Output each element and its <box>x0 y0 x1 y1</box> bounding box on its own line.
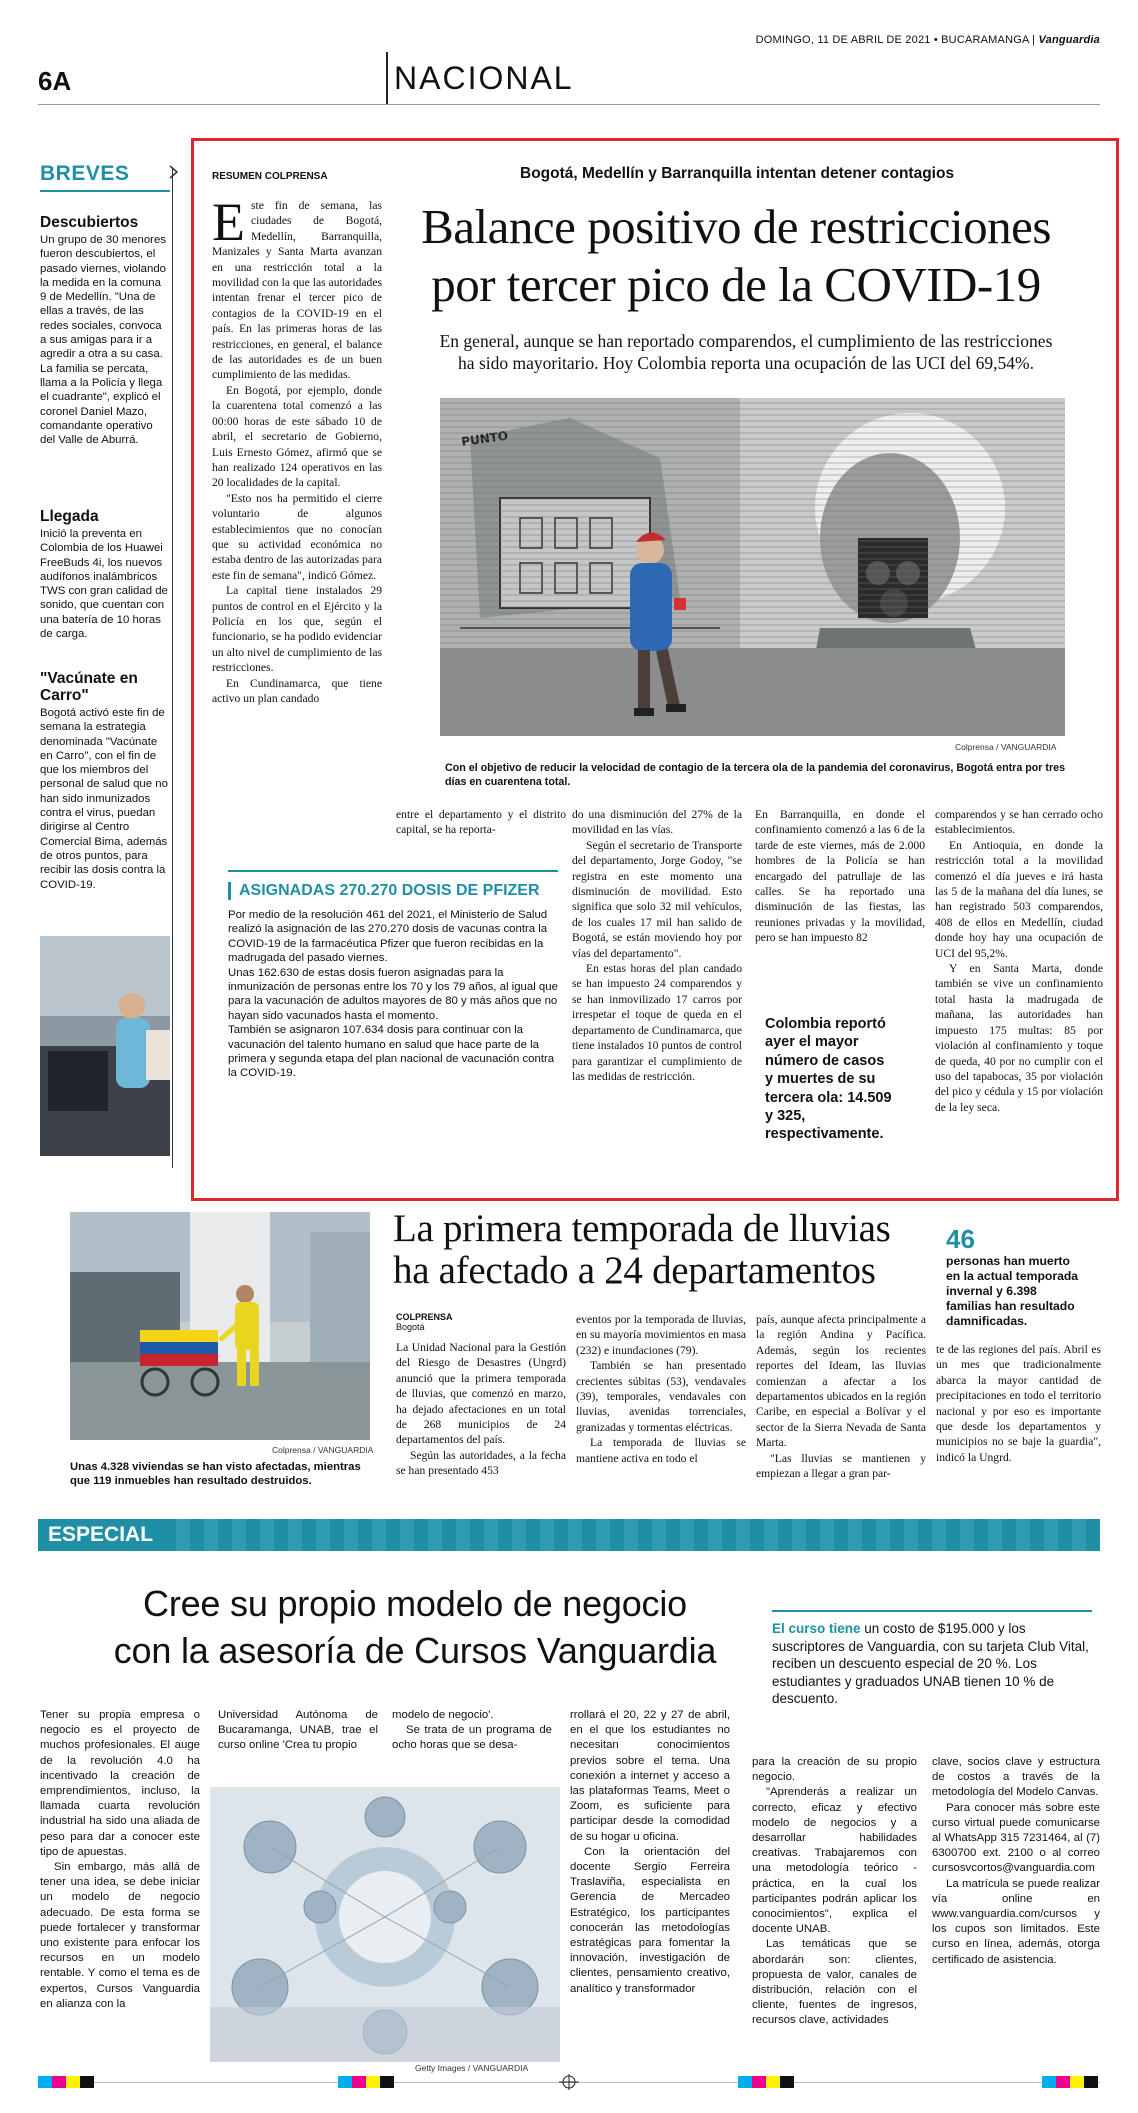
story-column-3: do una disminución del 27% de la movilidad en las vías. Según el secretario de Transporte del departamento, Jorge Godoy, "se registra en este momento una disminución de movilidad. Esto significa que solo 32 mil vehículos, de los cuales 17 mil han salido de Bogotá, se están moviendo hoy por vías del departamento". En estas horas del plan candado se han impuesto 24 comparendos y se han inmovilizado 17 carros por irrespetar el toque de queda en el departamento de Cundinamarca, que tiene instalados 10 puntos de control para garantizar el cumplimiento de las medidas de restricción. <box>572 808 742 1083</box>
brand-logo: Vanguardia <box>1038 34 1100 46</box>
brief-heading: Llegada <box>40 508 99 525</box>
promo-lead: El curso tiene <box>772 1621 861 1636</box>
business-photo <box>210 1787 560 2062</box>
drop-cap: E <box>212 192 245 252</box>
story-column-4: te de las regiones del país. Abril es un mes que tradicionalmente abarca la mayor cantidad de precipitaciones en todo el territorio nacional y por eso es importante que desde los departamentos y municipios no se baje la guardia", indicó la Ungrd. <box>936 1343 1101 1464</box>
story-column-2: eventos por la temporada de lluvias, en su mayoría movimientos en masa (232) e inundaciones (79). También se han presentado crecientes súbitas (53), vendavales (39), temporales, vendavales con lluvias, avenidas torrenciales, granizadas y tormentas eléctricas. La temporada de lluvias se mantiene activa en todo el <box>576 1313 746 1465</box>
header-rule <box>38 104 1100 105</box>
story-source: RESUMEN COLPRENSA <box>212 171 328 182</box>
stat-text: personas han muerto en la actual temporada invernal y 6.398 familias han resultado damnificadas. <box>946 1254 1079 1328</box>
brief-item <box>40 508 168 641</box>
flood-photo-illustration <box>70 1212 370 1440</box>
deck-line: En general, aunque se han reportado comparendos, el cumplimiento de las restricciones <box>439 331 1053 351</box>
photo-credit: Getty Images / VANGUARDIA <box>415 2063 529 2073</box>
deck-line: ha sido mayoritario. Hoy Colombia reporta una ocupación de las UCI del 69,54%. <box>458 353 1034 373</box>
pfizer-rule <box>228 870 558 872</box>
photo-caption: Con el objetivo de reducir la velocidad de contagio de la tercera ola de la pandemia del coronavirus, Bogotá entra por tres días en cuarentena total. <box>445 762 1066 788</box>
especial-label: ESPECIAL <box>42 1523 159 1547</box>
brief-heading: Descubiertos <box>40 214 139 231</box>
headline-line: Cree su propio modelo de negocio <box>143 1583 687 1624</box>
brief-item <box>40 670 168 892</box>
story-callout: Colombia reportó ayer el mayor número de casos y muertes de su tercera ola: 14.509 y 325, respectivamente. <box>765 1016 892 1143</box>
promo-text: un costo de $195.000 y los suscriptores de Vanguardia, con su tarjeta Club Vital, reciben un descuento especial de 20 %. Los estudiantes y graduados UNAB tienen 10 % de descuento. <box>772 1621 1089 1707</box>
byline-city: Bogotá <box>396 1322 425 1332</box>
especial-pattern <box>176 1519 1100 1551</box>
story-column-5: comparendos y se han cerrado ocho establecimientos. En Antioquia, en donde la restricción total a la movilidad comenzó el día jueves e irá hasta las 5 de la mañana del día lunes, se han registrado 503 comparendos, 408 de ellos en Medellín, ciudad donde hoy hay una ocupación de UCI del 95,2%. Y en Santa Marta, donde también se vive un confinamiento total hasta la madrugada de mañana, las autoridades han impuesto 175 multas: 85 por violación al confinamiento y toque de queda, 40 por no cumplir con el uso del tapabocas, 35 por violación del pico y cédula y 15 por violación de la ley seca. <box>935 808 1103 1114</box>
print-color-bars <box>38 2074 1100 2092</box>
registration-mark-icon <box>559 2074 579 2090</box>
mural-photo-illustration <box>440 398 1065 736</box>
especial-column-6: clave, socios clave y estructura de costos a través de la metodología del Modelo Canvas. Para conocer más sobre este curso virtual puede comunicarse al WhatsApp 315 7231464, al (7) 6300700 ext. 2100 o al correo cursosvcortos@vanguardia.com La matrícula se puede realizar vía online en www.vanguardia.com/cursos y los cupos son limitados. Este curso en línea, además, otorga certificado de asistencia. <box>932 1756 1100 1966</box>
especial-column-3: modelo de negocio'. Se trata de un programa de ocho horas que se desa- <box>392 1709 552 1752</box>
brief-body: Inició la preventa en Colombia de los Huawei FreeBuds 4i, los nuevos audífonos inalámbricos TWS con gran calidad de sonido, que cuentan con una batería de 10 horas de carga. <box>40 528 168 641</box>
headline-line: por tercer pico de la COVID-19 <box>431 257 1041 312</box>
especial-column-2: Universidad Autónoma de Bucaramanga, UNAB, trae el curso online 'Crea tu propio <box>218 1709 378 1752</box>
especial-column-4: rrollará el 20, 22 y 27 de abril, en el que los estudiantes no necesitan conocimientos previos sobre el tema. Una conexión a internet y acceso a las plataformas Teams, Meet o Zoom, es suficiente para participar desde la comodidad de su hogar u oficina. Con la orientación del docente Sergio Ferreira Traslaviña, especialista en Gerencia de Mercadeo Estratégico, los participantes conocerán las metodologías estratégicas para fomentar la innovación, investigación de clientes, pensamiento creativo, analítico y transformador <box>570 1709 730 1995</box>
breves-photo <box>40 936 170 1156</box>
breves-title: BREVES <box>40 162 130 185</box>
breves-bracket <box>172 168 186 1168</box>
story-kicker: Bogotá, Medellín y Barranquilla intentan detener contagios <box>520 165 955 182</box>
headline-line: Balance positivo de restricciones <box>421 199 1051 254</box>
flood-photo <box>70 1212 370 1440</box>
especial-column-5: para la creación de su propio negocio. "Aprenderás a realizar un correcto, eficaz y efectivo modelo de negocios y a desarrollar habilidades creativas. Trabajaremos con una metodología teórico - práctica, en la cual los participantes podrán aplicar los conocimientos", explica el docente UNAB. Las temáticas que se abordarán son: clientes, propuesta de valor, canales de distribución, relación con el cliente, fuentes de ingresos, recursos clave, actividades <box>752 1756 917 2027</box>
headline-line: La primera temporada de lluvias <box>393 1207 891 1250</box>
breves-rule <box>40 190 170 192</box>
date-line: DOMINGO, 11 DE ABRIL DE 2021 • BUCARAMANGA | Vanguardia <box>755 34 1100 46</box>
vaccination-photo-illustration <box>40 936 170 1156</box>
byline <box>396 1312 566 1332</box>
photo-credit: Colprensa / VANGUARDIA <box>955 742 1057 752</box>
story-column-3: país, aunque afecta principalmente a la región Andina y Pacífica. Además, según los recientes reportes del Ideam, las lluvias comienzan a afectar a los departamentos ubicados en la región Caribe, en especial a Bolívar y el sector de la Sierra Nevada de Santa Marta. "Las lluvias se mantienen y empiezan a llegar a gran par- <box>756 1313 926 1481</box>
pfizer-box <box>228 870 558 1081</box>
pfizer-title: ASIGNADAS 270.270 DOSIS DE PFIZER <box>228 882 558 900</box>
story-headline <box>386 198 1086 314</box>
especial-headline <box>70 1580 760 1674</box>
headline-line: ha afectado a 24 departamentos <box>393 1249 876 1292</box>
story-column-1: Este fin de semana, las ciudades de Bogotá, Medellín, Barranquilla, Manizales y Santa Marta avanzan en una restricción total a la movilidad con la que las autoridades intentan frenar el tercer pico de contagios de la COVID-19 en el país. En las primeras horas de las restricciones, en general, el balance de las autoridades es de un buen cumplimiento de las medidas. En Bogotá, por ejemplo, donde la cuarentena total comenzó a las 00:00 horas de este sábado 10 de abril, el secretario de Gobierno, Luis Ernesto Gómez, afirmó que se han realizado 124 operativos en las 20 localidades de la capital. "Esto nos ha permitido el cierre voluntario de algunos establecimientos que no conocían que su actividad económica no estaba dentro de las autorizadas para este fin de semana", indicó Gómez. La capital tiene instalados 29 puntos de control en el Ejército y la Policía en los que, según el funcionario, se ha podido evidenciar un alto nivel de cumplimiento de las restricciones. En Cundinamarca, que tiene activo un plan candado <box>212 192 382 705</box>
bracket-chevron-icon <box>168 164 180 180</box>
headline-line: con la asesoría de Cursos Vanguardia <box>113 1630 717 1671</box>
pfizer-paragraph: Por medio de la resolución 461 del 2021, el Ministerio de Salud realizó la asignación de las 270.270 dosis de vacunas contra la COVID-19 de la farmacéutica Pfizer que fueron recibidas en la madrugada del pasado viernes. <box>228 909 548 965</box>
section-title: NACIONAL <box>394 60 574 96</box>
section-divider <box>386 52 388 104</box>
brief-body: Un grupo de 30 menores fueron descubiertos, el pasado viernes, violando la medida en la comuna 9 de Medellín. "Una de ellas a través, de las redes sociales, convoca a sus amigas para ir a agredir a otra a su casa. La familia se percata, llama a la Policía y llega el cuadrante", explicó el coronel Daniel Mazo, comandante operativo del Valle de Aburrá. <box>40 234 167 447</box>
story-headline <box>393 1208 891 1292</box>
brief-body: Bogotá activó este fin de semana la estrategia denominada "Vacúnate en Carro", con el fin de que los miembros del personal de salud que no han sido inmunizados contra el virus, puedan dirigirse al Centro Comercial Bima, además de otros puntos, para recibir las dosis contra la COVID-19. <box>40 707 168 891</box>
photo-caption: Unas 4.328 viviendas se han visto afectadas, mientras que 119 inmuebles han resultado destruidos. <box>70 1461 361 1487</box>
page-number: 6A <box>38 66 72 96</box>
story-column-4: En Barranquilla, en donde el confinamiento comenzó a las 6 de la tarde de este viernes, más de 2.000 hombres de la Policía se han encargado del patrullaje de las calles. Se ha reportado una disminución de las fiestas, las reuniones privadas y la movilidad, pero se han impuesto 82 <box>755 808 925 945</box>
byline-source: COLPRENSA <box>396 1312 453 1322</box>
mural-photo <box>440 398 1065 736</box>
story-deck <box>426 330 1066 374</box>
business-photo-illustration <box>210 1787 560 2062</box>
pfizer-paragraph: También se asignaron 107.634 dosis para continuar con la vacunación del talento humano en salud que hace parte de la primera y segunda etapa del plan nacional de vacunación contra la COVID-19. <box>228 1024 555 1080</box>
promo-box <box>772 1620 1092 1708</box>
stat-number: 46 <box>946 1224 975 1254</box>
photo-credit: Colprensa / VANGUARDIA <box>272 1445 374 1455</box>
especial-column-1: Tener su propia empresa o negocio es el proyecto de muchos profesionales. El auge de la revolución 4.0 ha incentivado la creación de emprendimientos, incluso, la llamada cuarta revolución industrial ha sido una aliada de peso para dar a conocer este tipo de apuestas. Sin embargo, más allá de tener una idea, se debe iniciar un modelo de negocio adecuado. De esta forma se puede fortalecer y transformar uno existente para enfocar los recursos en un modelo rentable. Y como el tema es de expertos, Cursos Vanguardia en alianza con la <box>40 1709 200 2010</box>
promo-rule <box>772 1610 1092 1612</box>
story-column-2: entre el departamento y el distrito capital, se ha reporta- <box>396 808 566 837</box>
story-column-1: La Unidad Nacional para la Gestión del Riesgo de Desastres (Ungrd) anunció que la primera temporada de lluvias, que comenzó en marzo, ha dejado afectaciones en un total de 268 municipios de 24 departamentos del país. Según las autoridades, a la fecha se han presentado 453 <box>396 1341 566 1478</box>
pfizer-paragraph: Unas 162.630 de estas dosis fueron asignadas para la inmunización de personas entre los 70 y los 79 años, al igual que para la vacunación de adultos mayores de 80 y más años que no hayan sido vacunados hasta el momento. <box>228 966 558 1022</box>
brief-heading: "Vacúnate en Carro" <box>40 670 138 704</box>
brief-item <box>40 214 168 447</box>
